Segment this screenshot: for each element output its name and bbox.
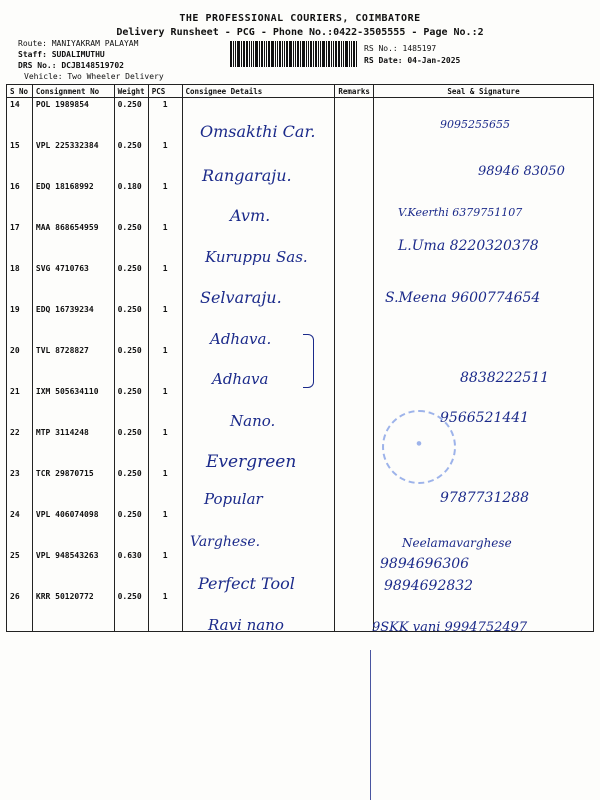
handwritten-name: Kuruppu Sas. [205,248,308,266]
barcode-bar [345,41,348,67]
cell-sno: 25 [7,549,33,590]
barcode-bar [277,41,278,67]
staff-label: Staff: [18,50,47,59]
barcode-bar [286,41,288,67]
handwritten-signature: Neelamavarghese [402,536,512,550]
handwritten-signature: 98946 83050 [478,164,565,179]
barcode-bar [284,41,285,67]
cell-consignment-no: TVL 8728827 [32,344,114,385]
handwritten-signature: S.Meena 9600774654 [385,290,541,306]
barcode-bar [353,41,355,67]
cell-pcs: 1 [148,139,182,180]
handwritten-name: Popular [204,490,263,508]
bracket-mark [303,334,314,388]
cell-sno: 18 [7,262,33,303]
table-row [7,549,594,590]
cell-remarks [335,98,374,140]
barcode-bar [275,41,276,67]
cell-pcs: 1 [148,385,182,426]
staff-name: SUDALIMUTHU [51,50,105,59]
col-signature: Seal & Signature [373,85,593,98]
cell-remarks [335,262,374,303]
col-remarks: Remarks [335,85,374,98]
cell-consignment-no: IXM 505634110 [32,385,114,426]
handwritten-signature: 9SKK vani 9994752497 [372,620,528,635]
barcode-bar [235,41,236,67]
cell-pcs: 1 [148,508,182,549]
barcode-bar [300,41,301,67]
cell-consignment-no: SVG 4710763 [32,262,114,303]
cell-sno: 23 [7,467,33,508]
barcode-bar [326,41,327,67]
drs-number: DCJB148519702 [61,61,124,70]
cell-weight: 0.250 [114,262,148,303]
handwritten-name: Selvaraju. [200,288,282,307]
route: Route: MANIYAKRAM PALAYAM [18,39,139,48]
cell-pcs: 1 [148,98,182,140]
cell-sno: 17 [7,221,33,262]
cell-weight: 0.630 [114,549,148,590]
handwritten-name: Perfect Tool [198,574,295,593]
cell-pcs: 1 [148,549,182,590]
cell-consignment-no: EDQ 18168992 [32,180,114,221]
barcode-bar [266,41,267,67]
barcode-bar [349,41,350,67]
cell-consignment-no: TCR 29870715 [32,467,114,508]
cell-sno: 16 [7,180,33,221]
pen-stroke [370,650,371,800]
barcode-bar [243,41,245,67]
cell-consignment-no: POL 1989854 [32,98,114,140]
barcode-bar [335,41,337,67]
cell-pcs: 1 [148,221,182,262]
barcode-bar [302,41,305,67]
barcode-bar [249,41,250,67]
vehicle: Vehicle: Two Wheeler Delivery [24,72,164,81]
barcode-bar [343,41,344,67]
cell-sno: 19 [7,303,33,344]
barcode-bar [338,41,340,67]
barcode-bar [293,41,294,67]
cell-consignment-no: VPL 948543263 [32,549,114,590]
cell-signature [373,303,593,344]
cell-remarks [335,221,374,262]
handwritten-name: Varghese. [190,534,261,550]
barcode-bar [328,41,330,67]
barcode-bar [310,41,312,67]
col-pcs: PCS [148,85,182,98]
barcode-bar [259,41,260,67]
barcode-bar [306,41,307,67]
handwritten-signature: V.Keerthi 6379751107 [398,206,523,219]
barcode-bar [320,41,321,67]
cell-weight: 0.250 [114,467,148,508]
barcode-bar [356,41,357,67]
handwritten-signature: 9787731288 [440,490,530,506]
table-row [7,426,594,467]
barcode-bar [279,41,281,67]
cell-remarks [335,139,374,180]
handwritten-name: Nano. [230,412,276,430]
courier-stamp: ● [382,410,456,484]
staff-line [18,50,105,59]
cell-weight: 0.180 [114,180,148,221]
cell-pcs: 1 [148,426,182,467]
runsheet-title: Delivery Runsheet - PCG - Phone No.:0422-3505555 - Page No.:2 [116,27,484,38]
cell-remarks [335,549,374,590]
barcode-bar [331,41,332,67]
cell-remarks [335,508,374,549]
cell-weight: 0.250 [114,139,148,180]
barcode-bar [313,41,314,67]
cell-consignment-no: MTP 3114248 [32,426,114,467]
barcode-bar [351,41,352,67]
cell-pcs: 1 [148,344,182,385]
cell-remarks [335,590,374,632]
cell-sno: 20 [7,344,33,385]
barcode-bar [268,41,270,67]
handwritten-signature: 9566521441 [440,410,530,426]
barcode-bar [341,41,342,67]
cell-remarks [335,180,374,221]
handwritten-name: Adhava. [210,330,272,348]
cell-sno: 14 [7,98,33,140]
barcode-bar [318,41,319,67]
handwritten-name: Ravi nano [208,616,284,634]
handwritten-signature: 9894692832 [384,578,474,594]
barcode-bar [237,41,240,67]
cell-sno: 26 [7,590,33,632]
barcode-bar [241,41,242,67]
handwritten-name: Rangaraju. [202,166,292,185]
rs-number: RS No.: 1485197 [364,44,437,53]
barcode-bar [246,41,248,67]
barcode-bar [255,41,258,67]
barcode-bar [295,41,296,67]
cell-consignment-no: MAA 868654959 [32,221,114,262]
barcode-bar [264,41,265,67]
barcode-bar [251,41,252,67]
cell-consignment-no: KRR 50120772 [32,590,114,632]
col-weight: Weight [114,85,148,98]
cell-consignment-no: EDQ 16739234 [32,303,114,344]
col-consignment: Consignment No [32,85,114,98]
handwritten-signature: 9095255655 [440,118,510,131]
cell-sno: 24 [7,508,33,549]
barcode-bar [253,41,254,67]
cell-weight: 0.250 [114,590,148,632]
barcode-bar [315,41,317,67]
barcode-bar [282,41,283,67]
barcode [230,41,358,67]
handwritten-name: Omsakthi Car. [200,122,316,141]
col-consignee: Consignee Details [182,85,335,98]
barcode-bar [297,41,299,67]
table-header [7,85,594,98]
barcode-bar [261,41,263,67]
barcode-bar [233,41,234,67]
cell-weight: 0.250 [114,508,148,549]
cell-sno: 15 [7,139,33,180]
col-sno: S No [7,85,33,98]
cell-pcs: 1 [148,262,182,303]
cell-remarks [335,385,374,426]
cell-pcs: 1 [148,467,182,508]
cell-weight: 0.250 [114,426,148,467]
barcode-bar [271,41,274,67]
cell-weight: 0.250 [114,344,148,385]
drs-label: DRS No.: [18,61,57,70]
cell-remarks [335,467,374,508]
cell-weight: 0.250 [114,303,148,344]
barcode-bar [333,41,334,67]
company-name: THE PROFESSIONAL COURIERS, COIMBATORE [179,13,421,24]
cell-weight: 0.250 [114,221,148,262]
table-row [7,303,594,344]
handwritten-name: Adhava [212,370,269,388]
cell-remarks [335,344,374,385]
handwritten-signature: L.Uma 8220320378 [398,238,539,254]
cell-weight: 0.250 [114,98,148,140]
barcode-bar [289,41,292,67]
barcode-bar [230,41,232,67]
cell-sno: 22 [7,426,33,467]
drs-line [18,61,124,70]
handwritten-name: Evergreen [206,452,297,472]
handwritten-signature: 8838222511 [460,370,550,386]
cell-pcs: 1 [148,180,182,221]
barcode-bar [308,41,309,67]
cell-remarks [335,303,374,344]
cell-consignment-no: VPL 225332384 [32,139,114,180]
handwritten-signature: 9894696306 [380,556,470,572]
cell-pcs: 1 [148,303,182,344]
cell-consignment-no: VPL 406074098 [32,508,114,549]
barcode-bar [322,41,325,67]
rs-date: RS Date: 04-Jan-2025 [364,56,461,65]
cell-pcs: 1 [148,590,182,632]
cell-remarks [335,426,374,467]
cell-weight: 0.250 [114,385,148,426]
handwritten-name: Avm. [230,206,271,225]
cell-sno: 21 [7,385,33,426]
